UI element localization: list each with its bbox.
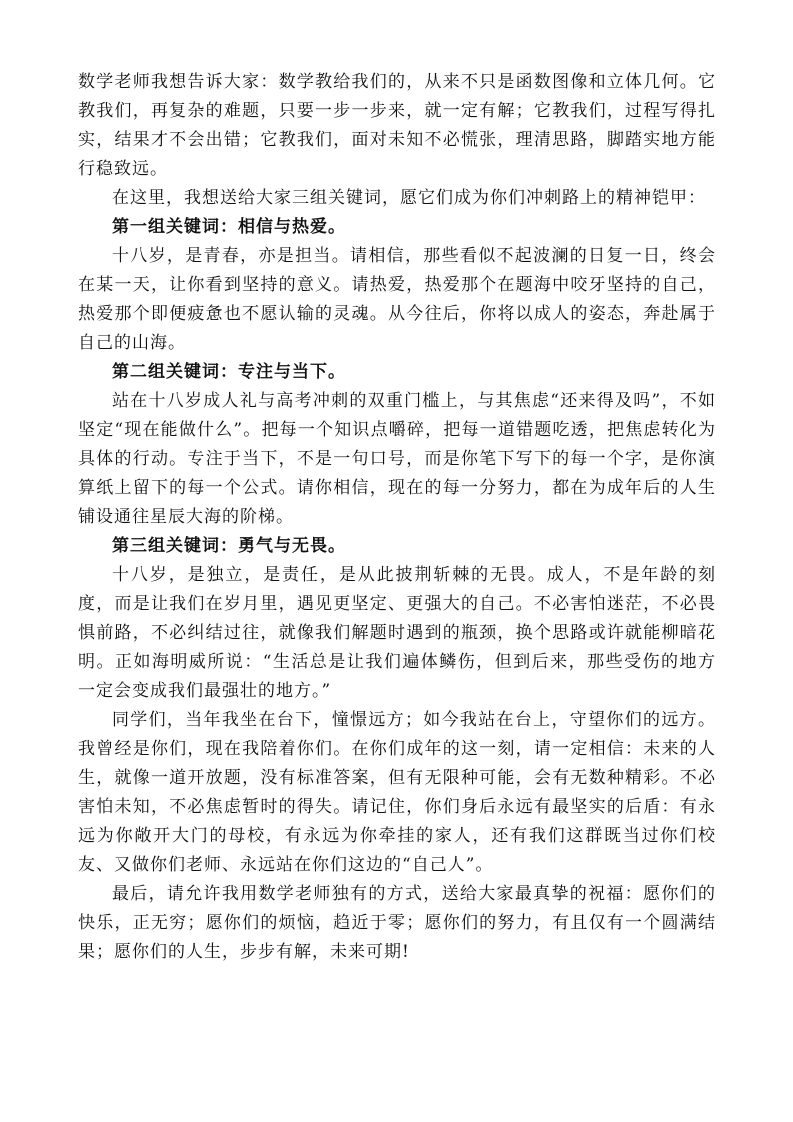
document-body (78, 68, 716, 967)
paragraph-final-blessing: 最后，请允许我用数学老师独有的方式，送给大家最真挚的祝福：愿你们的快乐，正无穷；愿你们的烦恼，趋近于零；愿你们的努力，有且仅有一个圆满结果；愿你们的人生，步步有解，未来可期! (78, 884, 716, 962)
paragraph-math-teacher-message: 数学老师我想告诉大家：数学教给我们的，从来不只是函数图像和立体几何。它教我们，再复杂的难题，只要一步一步来，就一定有解；它教我们，过程写得扎实，结果才不会出错；它教我们，面对未知不必慌张，理清思路，脚踏实地方能行稳致远。 (78, 72, 716, 179)
paragraph-three-keywords-intro: 在这里，我想送给大家三组关键词，愿它们成为你们冲刺路上的精神铠甲： (112, 188, 706, 208)
paragraph-courage-and-fearlessness: 十八岁，是独立，是责任，是从此披荆斩棘的无畏。成人，不是年龄的刻度，而是让我们在岁月里，遇见更坚定、更强大的自己。不必害怕迷茫，不必畏惧前路，不必纠结过往，就像我们解题时遇到的瓶颈，换个思路或许就能柳暗花明。正如海明威所说：“生活总是让我们遍体鳞伤，但到后来，那些受伤的地方一定会变成我们最强壮的地方。” (78, 565, 716, 701)
paragraph-belief-and-love: 十八岁，是青春，亦是担当。请相信，那些看似不起波澜的日复一日，终会在某一天，让你看到坚持的意义。请热爱，热爱那个在题海中咬牙坚持的自己，热爱那个即便疲惫也不愿认输的灵魂。从今往后，你将以成人的姿态，奔赴属于自己的山海。 (78, 246, 716, 353)
paragraph-classmates-message: 同学们，当年我坐在台下，憧憬远方；如今我站在台上，守望你们的远方。我曾经是你们，现在我陪着你们。在你们成年的这一刻，请一定相信：未来的人生，就像一道开放题，没有标准答案，但有无限种可能，会有无数种精彩。不必害怕未知，不必焦虑暂时的得失。请记住，你们身后永远有最坚实的后盾：有永远为你敞开大门的母校，有永远为你牵挂的家人，还有我们这群既当过你们校友、又做你们老师、永远站在你们这边的“自己人”。 (78, 710, 716, 875)
paragraph-focus-and-present: 站在十八岁成人礼与高考冲刺的双重门槛上，与其焦虑“还来得及吗”，不如坚定“现在能做什么”。把每一个知识点嚼碎，把每一道错题吃透，把焦虑转化为具体的行动。专注于当下，不是一句口号，而是你笔下写下的每一个字，是你演算纸上留下的每一个公式。请你相信，现在的每一分努力，都在为成年后的人生铺设通往星辰大海的阶梯。 (78, 391, 716, 527)
heading-keyword-group-3: 第三组关键词：勇气与无畏。 (112, 536, 346, 556)
heading-keyword-group-2: 第二组关键词：专注与当下。 (112, 362, 346, 382)
heading-keyword-group-1: 第一组关键词：相信与热爱。 (112, 217, 346, 237)
